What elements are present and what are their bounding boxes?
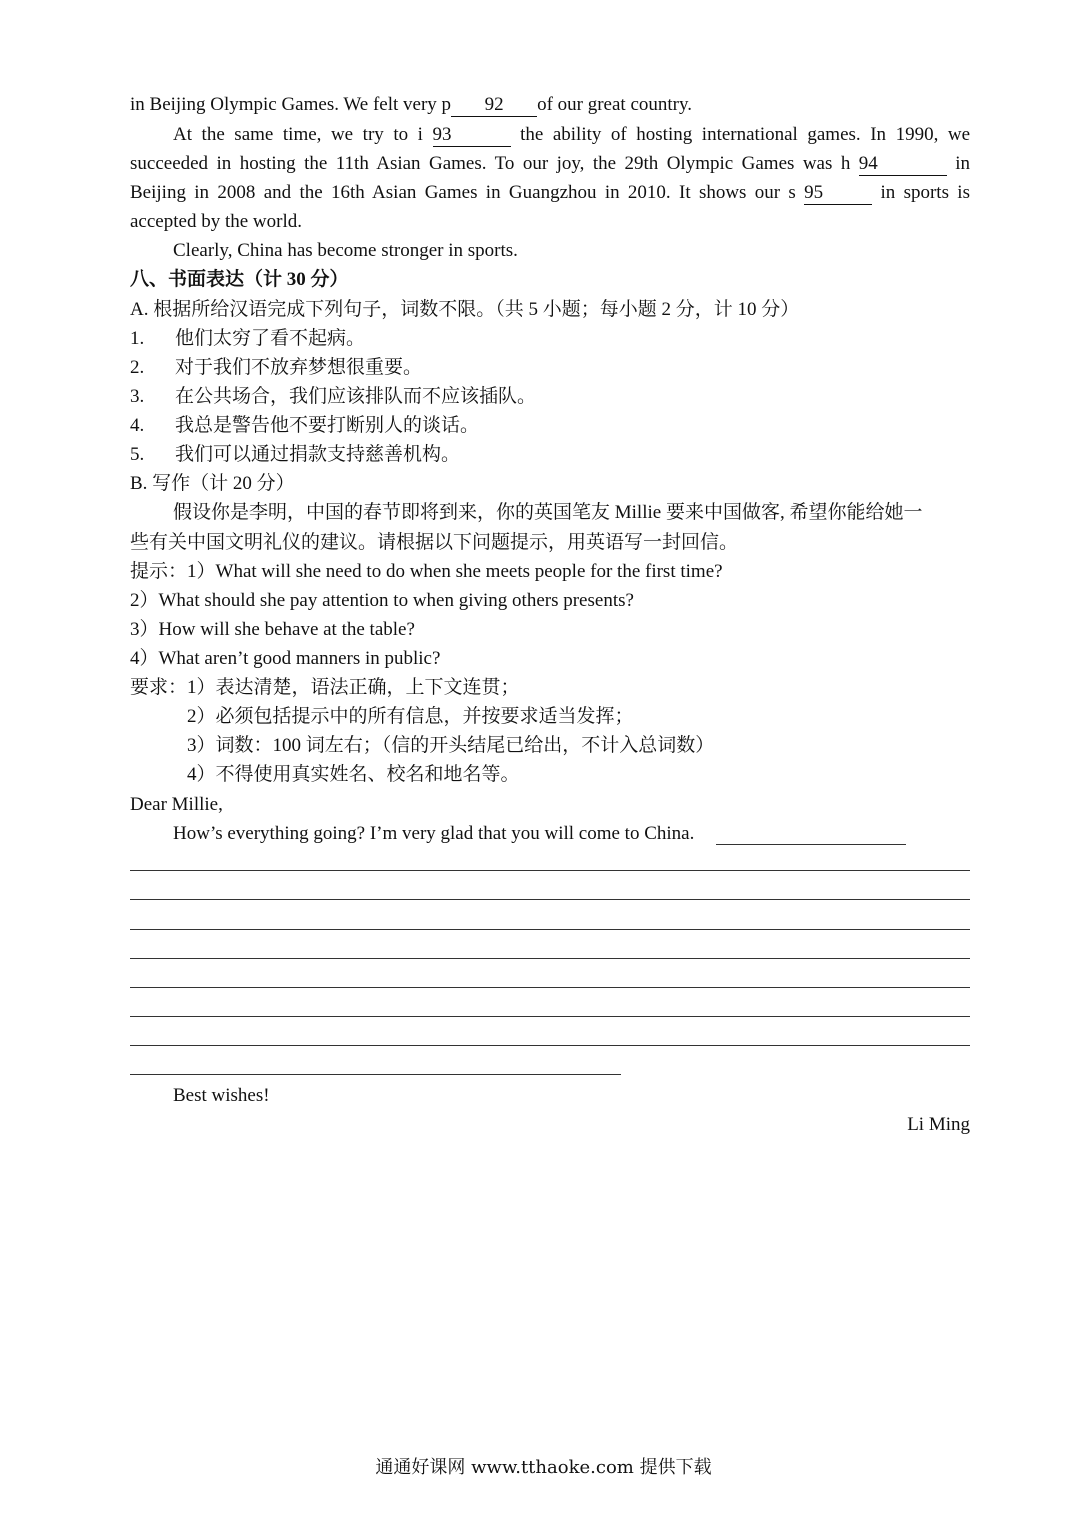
passage-text: Beijing in 2008 and the 16th Asian Games in Guangzhou in 2010. It shows our s <box>130 182 796 203</box>
hint-text: 1）What will she need to do when she meets people for the first time? <box>187 561 723 582</box>
item-text: 我总是警告他不要打断别人的谈话。 <box>175 415 480 436</box>
writing-line[interactable] <box>130 1045 970 1046</box>
item-text: 在公共场合，我们应该排队而不应该插队。 <box>175 386 537 407</box>
requirement-line <box>130 673 970 702</box>
passage-line-5: accepted by the world. <box>130 211 302 232</box>
item-number: 4. <box>130 415 145 436</box>
passage-line-1 <box>130 90 970 119</box>
item-number: 2. <box>130 357 145 378</box>
item-number: 3. <box>130 386 145 407</box>
list-item <box>130 353 970 382</box>
requirement-text: 1）表达清楚，语法正确，上下文连贯； <box>187 677 520 698</box>
section-heading: 八、书面表达（计 30 分） <box>130 269 349 290</box>
writing-line[interactable] <box>130 899 970 900</box>
letter-greeting: Dear Millie, <box>130 794 223 815</box>
passage-line-3 <box>130 149 970 178</box>
item-text: 对于我们不放弃梦想很重要。 <box>175 357 423 378</box>
writing-prompt-line-1: 假设你是李明，中国的春节即将到来，你的英国笔友 Millie 要来中国做客, 希望你能给她一 <box>173 502 923 523</box>
hint-label: 提示： <box>130 561 188 582</box>
item-number: 5. <box>130 444 145 465</box>
passage-line-4 <box>130 178 970 207</box>
page-footer: 通通好课网 www.tthaoke.com 提供下载 <box>375 1457 712 1478</box>
passage-line-2 <box>130 120 970 149</box>
passage-text: in sports is <box>880 182 970 203</box>
hint-line <box>130 557 970 586</box>
writing-line[interactable] <box>716 844 906 845</box>
requirement-label: 要求： <box>130 677 188 698</box>
hint-line: 3）How will she behave at the table? <box>130 619 415 640</box>
passage-text: the ability of hosting international games. In 1990, we <box>520 124 971 145</box>
letter-opening-text: How’s everything going? I’m very glad that you will come to China. <box>173 823 695 844</box>
part-a-instruction: A. 根据所给汉语完成下列句子，词数不限。（共 5 小题；每小题 2 分，计 10 分） <box>130 299 800 320</box>
writing-line[interactable] <box>130 958 970 959</box>
answer-blank-95[interactable]: 95 <box>804 182 872 205</box>
requirement-line: 3）词数：100 词左右；（信的开头结尾已给出，不计入总词数） <box>187 735 715 756</box>
list-item <box>130 440 970 469</box>
item-text: 我们可以通过捐款支持慈善机构。 <box>175 444 461 465</box>
answer-blank-93[interactable]: 93 <box>433 124 511 147</box>
hint-line: 2）What should she pay attention to when giving others presents? <box>130 590 634 611</box>
writing-line[interactable] <box>130 1016 970 1017</box>
answer-blank-94[interactable]: 94 <box>859 153 947 176</box>
writing-line[interactable] <box>130 870 970 871</box>
passage-text: in <box>955 153 971 174</box>
letter-signature: Li Ming <box>907 1114 970 1135</box>
passage-text: in Beijing Olympic Games. We felt very p <box>130 94 452 115</box>
list-item <box>130 411 970 440</box>
writing-line[interactable] <box>130 1074 621 1075</box>
item-number: 1. <box>130 328 145 349</box>
requirement-line: 2）必须包括提示中的所有信息，并按要求适当发挥； <box>187 706 634 727</box>
part-b-heading: B. 写作（计 20 分） <box>130 473 295 494</box>
passage-text: At the same time, we try to i <box>173 124 423 145</box>
passage-text: of our great country. <box>537 94 692 115</box>
requirement-line: 4）不得使用真实姓名、校名和地名等。 <box>187 764 520 785</box>
writing-prompt-line-2: 些有关中国文明礼仪的建议。请根据以下问题提示，用英语写一封回信。 <box>130 532 739 553</box>
writing-line[interactable] <box>130 929 970 930</box>
passage-line-6: Clearly, China has become stronger in sports. <box>173 240 518 261</box>
answer-blank-92[interactable]: 92 <box>451 94 537 117</box>
list-item <box>130 382 970 411</box>
item-text: 他们太穷了看不起病。 <box>175 328 366 349</box>
hint-line: 4）What aren’t good manners in public? <box>130 648 441 669</box>
letter-closing: Best wishes! <box>173 1085 270 1106</box>
passage-text: succeeded in hosting the 11th Asian Games. To our joy, the 29th Olympic Games was h <box>130 153 851 174</box>
list-item <box>130 324 970 353</box>
writing-line[interactable] <box>130 987 970 988</box>
